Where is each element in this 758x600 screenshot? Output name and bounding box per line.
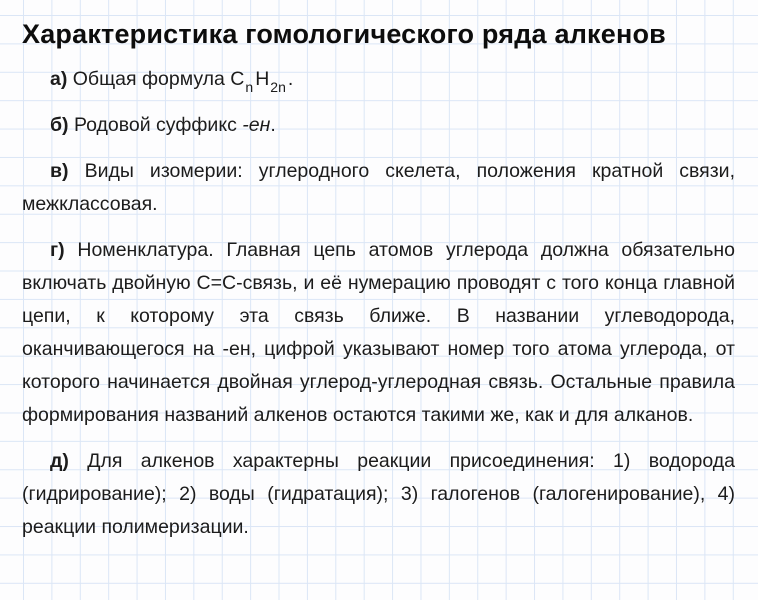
item-b-suffix <box>242 114 276 136</box>
formula-element-h: H <box>255 68 270 90</box>
list-item-a <box>22 63 735 96</box>
list-item-b <box>22 109 735 142</box>
item-d-text: Для алкенов характерны реакции присоединения: 1) водорода (гидрирование); 2) воды (гидратация); 3) галогенов (галогенирование), 4) реакции полимеризации. <box>22 450 735 538</box>
item-g-marker: г) <box>50 239 65 261</box>
item-b-marker: б) <box>50 114 69 136</box>
list-item-g <box>22 234 735 432</box>
general-formula-cnh2n <box>230 68 294 95</box>
formula-subscript-n: n <box>245 78 254 95</box>
item-b-period: . <box>270 114 276 136</box>
item-a-marker: а) <box>50 68 68 90</box>
item-a-period: . <box>287 68 294 90</box>
item-v-marker: в) <box>50 160 69 182</box>
item-g-text: Номенклатура. Главная цепь атомов углерода должна обязательно включать двойную C=C-связь, и её нумерацию проводят с того конца главной цепи, к которому эта связь ближе. В названии углеводорода, оканчивающегося на -ен, цифрой указывают номер того атома углерода, от которого начинается двойная углерод-углеродная связь. Остальные правила формирования названий алкенов остаются такими же, как и для алканов. <box>22 239 735 426</box>
list-item-v <box>22 155 735 221</box>
item-b-text: Родовой суффикс <box>73 114 237 136</box>
formula-element-c: C <box>230 68 245 90</box>
item-v-text: Виды изомерии: углеродного скелета, положения кратной связи, межклассовая. <box>22 160 735 215</box>
item-d-marker: д) <box>50 450 69 472</box>
item-a-text: Общая формула <box>72 68 225 90</box>
page-title: Характеристика гомологического ряда алкенов <box>22 19 666 49</box>
formula-subscript-2n: 2n <box>270 78 286 95</box>
list-item-d <box>22 445 735 544</box>
generic-suffix-italic: -ен <box>242 114 271 136</box>
